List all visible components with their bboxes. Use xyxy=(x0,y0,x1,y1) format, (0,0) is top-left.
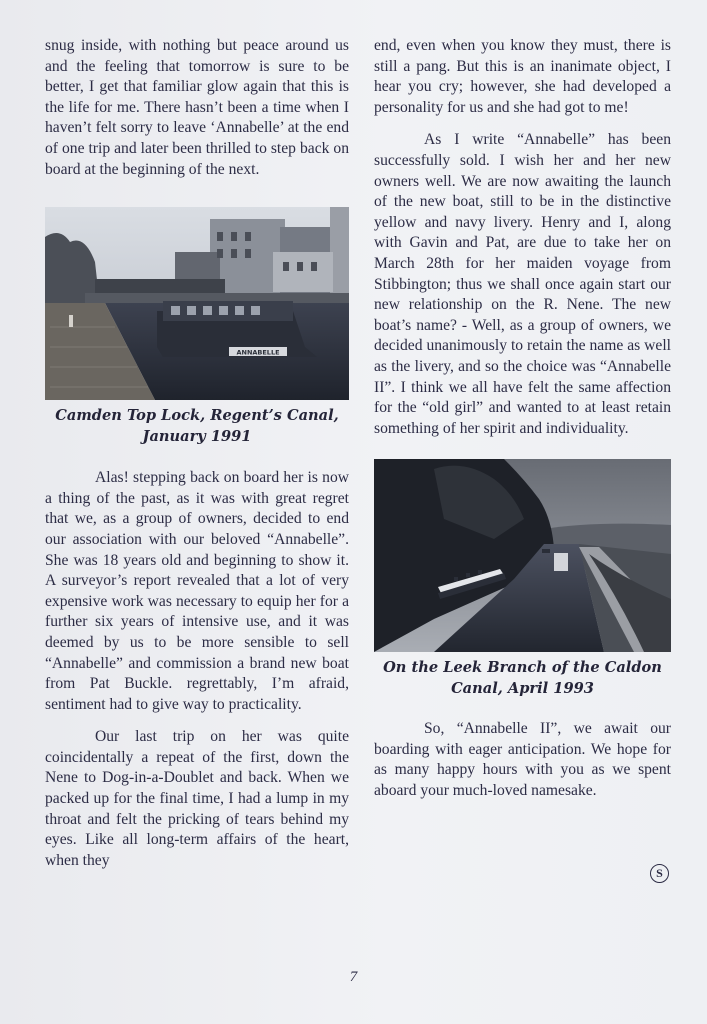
photo-caption-caldon: On the Leek Branch of the Caldon Canal, April 1993 xyxy=(383,659,662,698)
right-paragraph-1: end, even when you know they must, there is still a pang. But this is an inanimate object, I hear you cry; however, she had developed a personality for us and she had got to me! xyxy=(374,37,671,116)
left-paragraph-2: Alas! stepping back on board her is now a thing of the past, as it was with great regret that we, as a group of owners, decided to end our association with our beloved “Annabelle”. She was 18 years old and beginning to show it. A surveyor’s report revealed that a lot of very expensive work was necessary to equip her for a further six years of intensive use, and it was deemed by us to be more sensible to sell “Annabelle” and commission a brand new boat from Pat Buckle. regrettably, I’m afraid, sentiment had to give way to practicality. xyxy=(45,469,349,713)
boat-nameplate: ANNABELLE xyxy=(236,348,280,357)
left-paragraph-1: snug inside, with nothing but peace around us and the feeling that tomorrow is sure to be better, I get that familiar glow again that this is the life for me. There hasn’t been a time when I haven’t felt sorry to leave ‘Annabelle’ at the end of one trip and later been thrilled to step back on board at the beginning of the next. xyxy=(45,37,349,178)
photo-caption-camden: Camden Top Lock, Regent’s Canal, January 1991 xyxy=(55,407,339,446)
right-paragraph-2: As I write “Annabelle” has been successfully sold. I wish her and her new owners well. We are now awaiting the launch of the new boat, still to be in the distinctive yellow and navy livery. Henry and I, along with Gavin and Pat, are due to take her on March 28th for her maiden voyage from Stibbington; thus we shall once again start our new relationship on the R. Nene. The new boat’s name? - Well, as a group of owners, we decided unanimously to retain the name as well as the livery, and so the choice was “Annabelle II”. I think we all have felt the same affection for the “old girl” and wanted to at least retain something of her spirit and individuality. xyxy=(374,131,671,437)
left-paragraph-3: Our last trip on her was quite coincidentally a repeat of the first, down the Nene to Dog-in-a-Doublet and back. When we packed up for the final time, I had a lump in my throat and felt the pricking of tears behind my eyes. Like all long-term affairs of the heart, when they xyxy=(45,728,349,869)
left-column xyxy=(45,36,349,871)
end-of-article-mark: S xyxy=(650,864,669,883)
right-column xyxy=(374,36,671,802)
photo-leek-branch xyxy=(374,459,671,652)
photo-camden-top-lock xyxy=(45,207,349,400)
page-number: 7 xyxy=(349,969,358,985)
right-paragraph-3: So, “Annabelle II”, we await our boarding with eager anticipation. We hope for as many happy hours with you as we spent aboard your much-loved namesake. xyxy=(374,720,671,800)
